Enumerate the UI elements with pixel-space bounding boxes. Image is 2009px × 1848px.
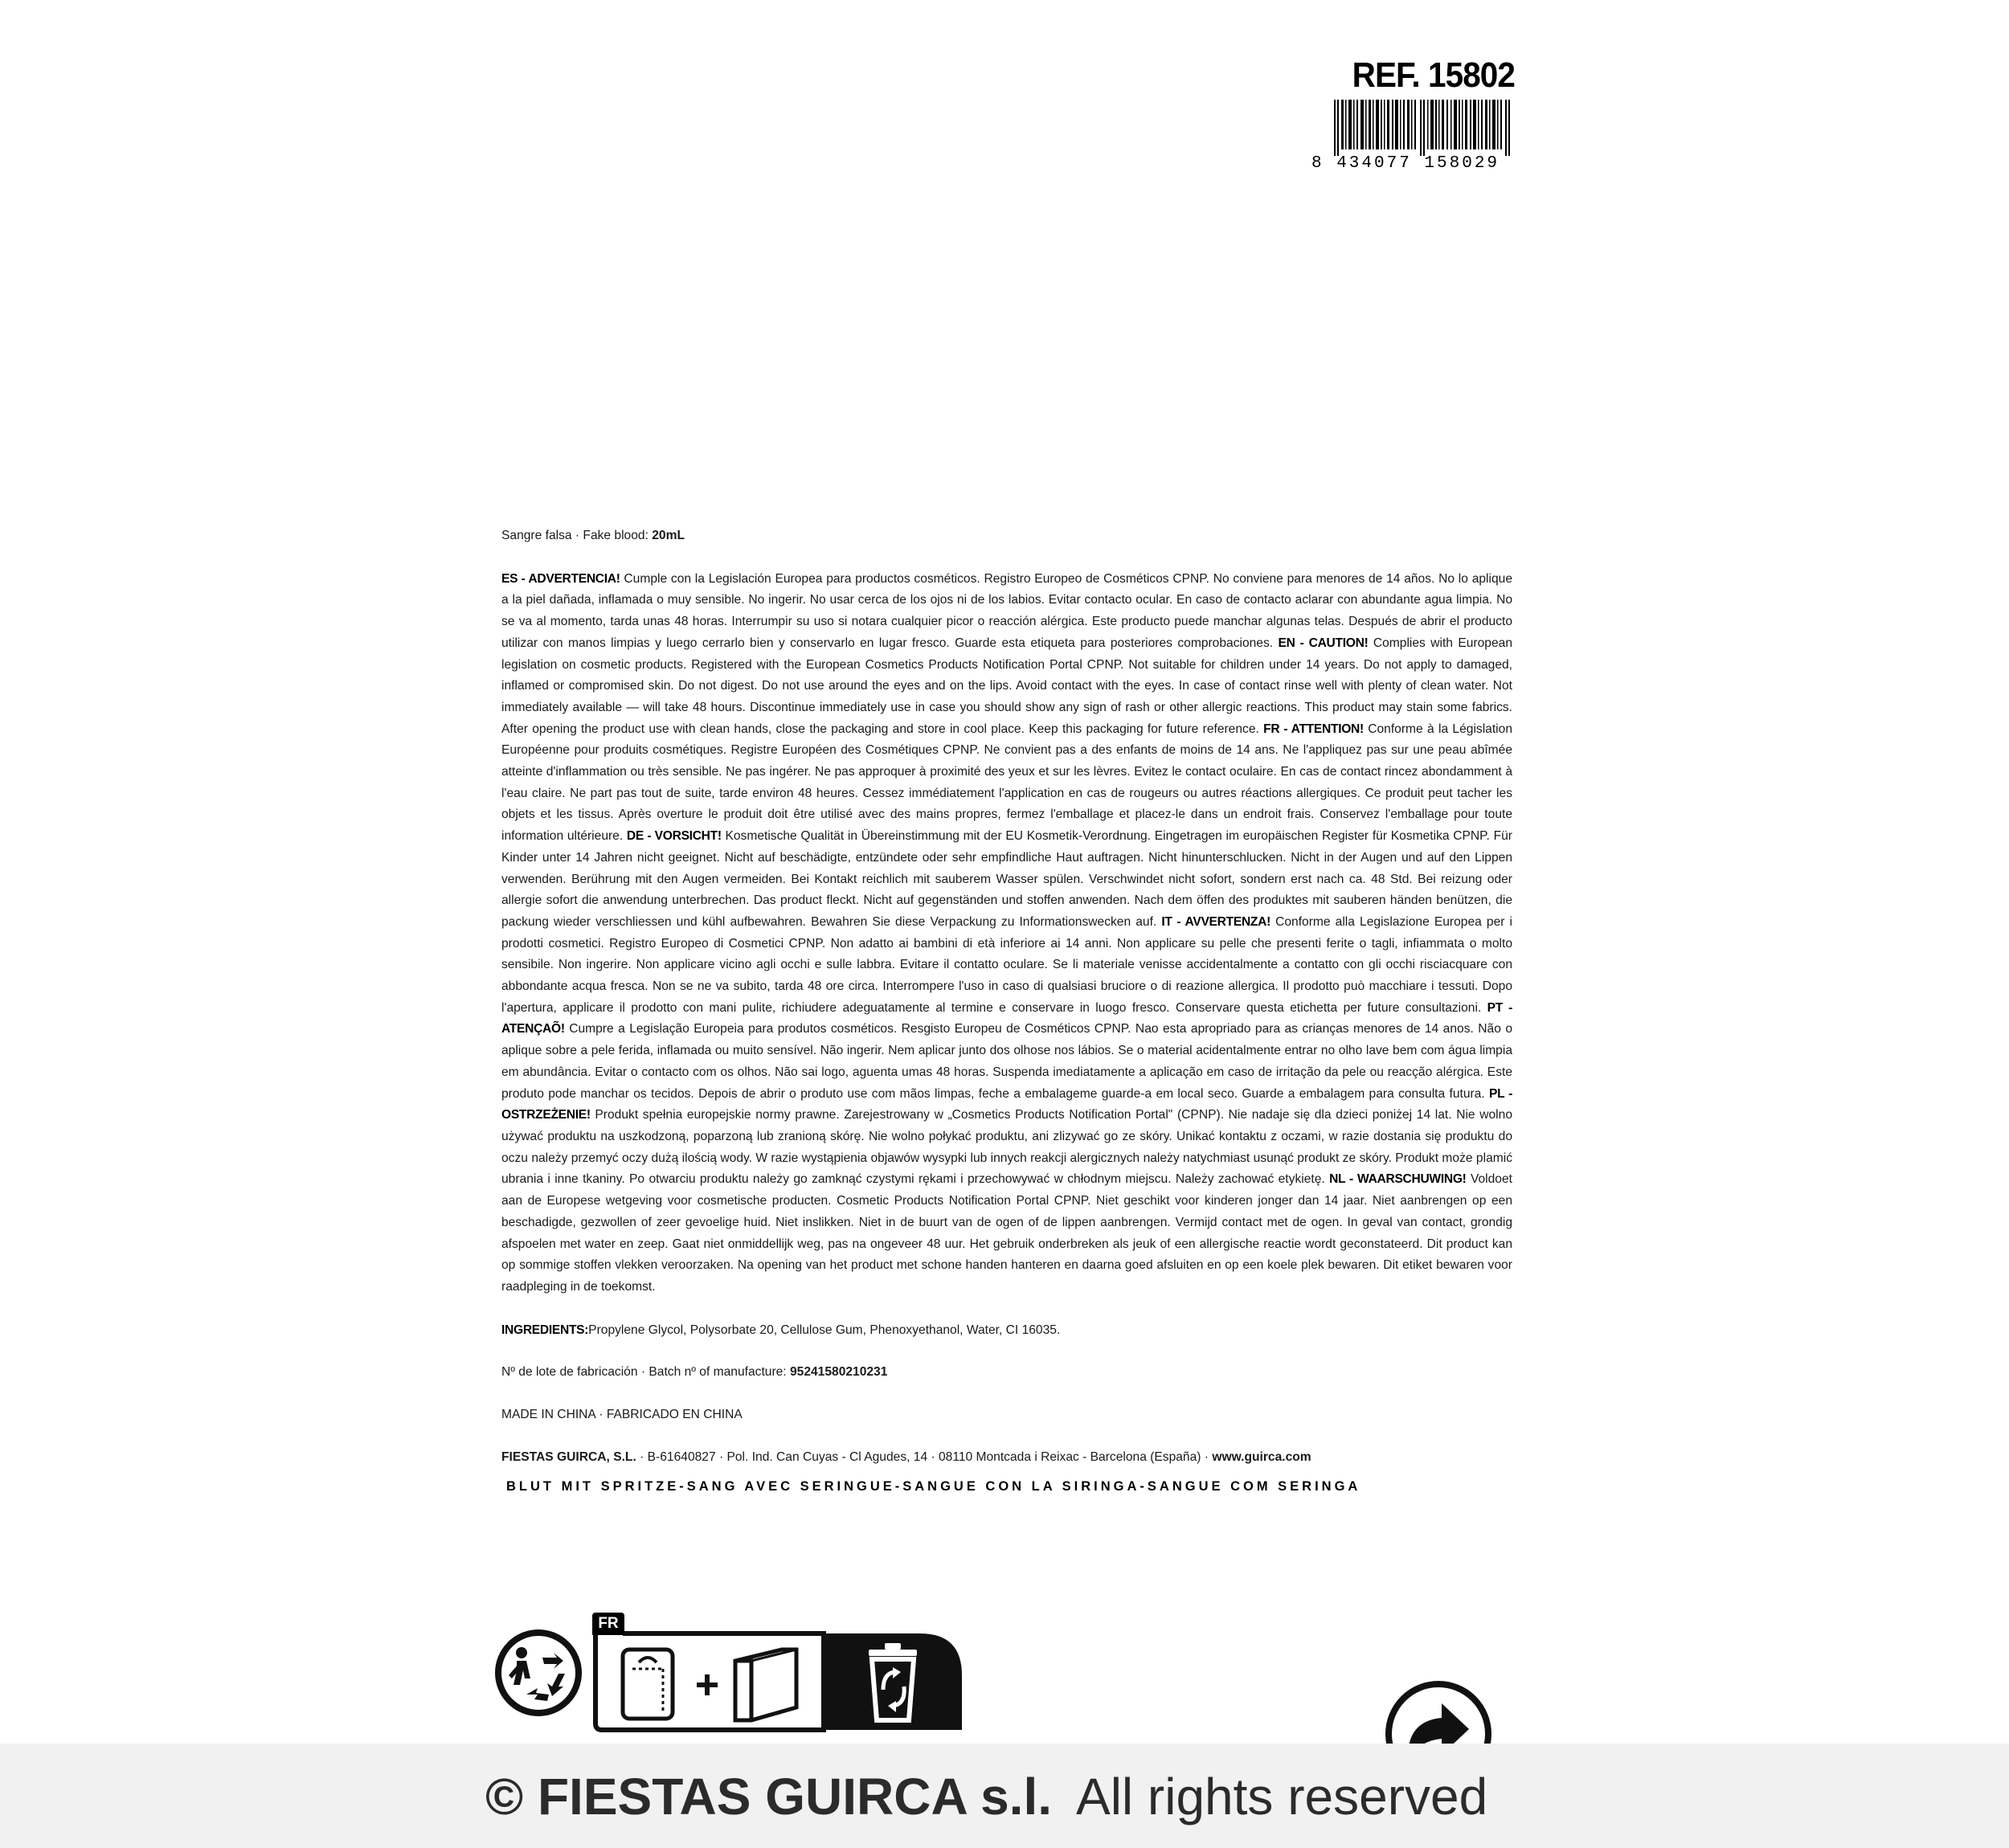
warning-pl-text: Produkt spełnia europejskie normy prawne. Zarejestrowany w „Cosmetics Products Notification Portal" (CPNP). Nie nadaje się dla dzieci poniżej 14 lat. Nie wolno używać produktu na uszkodzoną, poparzoną lub zranioną skórę. Nie wolno połykać produktu, ani zlizywać go ze skóry. Unikać kontaktu z oczami, w razie dostania się produktu do oczu należy przemyć oczy dużą ilością wody. W razie wystąpienia objawów wysypki lub innych reakcji alergicznych należy natychmiast usunąć produkt ze skóry. Produkt może plamić ubrania i inne tkaniny. Po otwarciu produktu należy go zamknąć czystymi rękami i przechowywać w chłodnym miejscu. Należy zachować etykietę. <box>501 1108 1512 1187</box>
warning-fr-text: Conforme à la Législation Européenne pour produits cosmétiques. Registre Européen des Cosmétiques CPNP. Ne convient pas a des enfants de moins de 14 ans. Ne l'appliquez pas sur une peau abîmée atteinte d'inflammation ou très sensible. Ne pas ingérer. Ne pas approquer à proximité des yeux et sur les lèvres. Evitez le contact oculaire. En cas de contact rincez abondamment à l'eau claire. Ne part pas tout de suite, tarde environ 48 heures. Cessez immédiatement l'application en cas de rougeurs ou autres réactions allergiques. Ce produit peut tacher les objets et les tissus. Après overture le produit doit être utilisé avec des mains propres, fermez l'emballage et placez-le dans un endroit frais. Conservez l'emballage pour toute information ultérieure. <box>501 722 1512 844</box>
product-name <box>501 525 1512 547</box>
label-content <box>501 525 1512 1498</box>
company-name: FIESTAS GUIRCA, S.L. <box>501 1449 636 1464</box>
copyright-rights: All rights reserved <box>1076 1768 1488 1826</box>
company-address: · B-61640827 · Pol. Ind. Can Cuyas - Cl Agudes, 14 · 08110 Montcada i Reixac - Barcelona (España) · <box>636 1449 1213 1464</box>
multilingual-warnings <box>501 569 1512 1298</box>
warning-pt-title: PT - ATENÇAÕ! <box>501 1000 1512 1036</box>
warning-it-title: IT - AVVERTENZA! <box>1161 914 1270 929</box>
sorting-info-box <box>591 1611 968 1736</box>
ingredients <box>501 1320 1512 1342</box>
warning-en-text: Complies with European legislation on cosmetic products. Registered with the European Cosmetics Products Notification Portal CPNP. Not suitable for children under 14 years. Do not apply to damaged, inflamed or compromised skin. Do not digest. Do not use around the eyes and on the lips. Avoid contact with the eyes. In case of contact rinse well with plenty of clean water. Not immediately available — will take 48 hours. Discontinue immediately use in case you should show any sign of rash or other allergic reactions. This product may stain some fabrics. After opening the product use with clean hands, close the packaging and store in cool place. Keep this packaging for future reference. <box>501 636 1512 736</box>
reference-number: REF. 15802 <box>1352 55 1515 95</box>
warning-nl-title: NL - WAARSCHUWING! <box>1329 1172 1467 1187</box>
plus-sign <box>697 1674 718 1695</box>
warning-es-text: Cumple con la Legislación Europea para productos cosméticos. Registro Europeo de Cosméticos CPNP. No conviene para menores de 14 años. No lo aplique a la piel dañada, inflamada o muy sensible. No ingerir. No usar cerca de los ojos ni de los labios. Evitar contacto ocular. En caso de contacto aclarar con abundante agua limpia. No se va al momento, tarda unas 48 horas. Interrumpir su uso si notara cualquier picor o reacción alérgica. Este producto puede manchar algunas telas. Después de abrir el producto utilizar con manos limpias y luego cerrarlo bien y conservarlo en lugar fresco. Guarde esta etiqueta para posteriores comprobaciones. <box>501 571 1512 650</box>
reference-block <box>1302 55 1515 173</box>
warning-es-title: ES - ADVERTENCIA! <box>501 571 620 586</box>
warning-fr-title: FR - ATTENTION! <box>1263 722 1364 736</box>
fr-label: FR <box>592 1613 624 1635</box>
batch-label: Nº de lote de fabricación · Batch nº of manufacture: <box>501 1365 790 1380</box>
barcode-number: 8 434077 158029 <box>1311 154 1500 173</box>
company-info <box>501 1447 1512 1469</box>
box-icon <box>735 1650 796 1720</box>
copyright-watermark <box>485 1764 1487 1829</box>
pouch-icon <box>623 1650 673 1719</box>
warning-pt-text: Cumpre a Legislação Europeia para produtos cosméticos. Resgisto Europeu de Cosméticos CPNP. Nao esta apropriado para as crianças menores de 14 anos. Não o aplique sobre a pele ferida, inflamada ou muito sensível. Não ingerir. Nem aplicar junto dos olhose nos lábios. Se o material acidentalmente entrar no olho lave bem com água limpia em abundância. Evitar o contacto com os olhos. Não sai logo, aguenta umas 48 horas. Suspenda imediatamente a aplicação em caso de irritação da pele ou reacção alérgica. Este produto pode manchar os tecidos. Depois de abrir o produto use com mãos limpas, feche a embalageme guarde-a em local seco. Guarde a embalagem para consulta futura. <box>501 1022 1512 1101</box>
warning-en-title: EN - CAUTION! <box>1278 636 1369 650</box>
ingredients-text: Propylene Glycol, Polysorbate 20, Cellulose Gum, Phenoxyethanol, Water, CI 16035. <box>588 1323 1061 1337</box>
barcode-icon <box>1334 100 1515 156</box>
product-name-text: Sangre falsa · Fake blood: <box>501 529 653 542</box>
warning-it-text: Conforme alla Legislazione Europea per i prodotti cosmetici. Registro Europeo di Cosmetici CPNP. Non adatto ai bambini di età inferiore ai 14 anni. Non applicare su pelle che presenti ferite o tagli, infiammata o molto sensibile. Non ingerire. Non applicare vicino agli occhi e sulle labbra. Evitare il contatto oculare. Se li materiale venisse accidentalmente a contatto con gli occhi risciacquare con abbondante acqua fresca. Non se ne va subito, tarda 48 ore circa. Interrompere l'uso in caso di qualsiasi bruciore o di reazione allergica. Il prodotto può macchiare i tessuti. Dopo l'apertura, applicare il prodotto con mani pulite, richiudere adeguatamente al termine e conservare in luogo fresco. Conservare questa etichetta per future consultazioni. <box>501 914 1513 1015</box>
company-website[interactable]: www.guirca.com <box>1212 1449 1311 1464</box>
batch-number <box>501 1362 1512 1384</box>
product-tagline: BLUT MIT SPRITZE-SANG AVEC SERINGUE-SANGUE CON LA SIRINGA-SANGUE COM SERINGA <box>506 1479 1361 1494</box>
copyright-brand: © FIESTAS GUIRCA s.l. <box>485 1768 1052 1826</box>
warning-nl-text: Voldoet aan de Europese wetgeving voor cosmetische producten. Cosmetic Products Notification Portal CPNP. Niet geschikt voor kinderen jonger dan 14 jaar. Niet aanbrengen op een beschadigde, gezwollen of zeer gevoelige huid. Niet inslikken. Niet in de buurt van de ogen of de lippen aanbrengen. Vermijd contact met de ogen. In geval van contact, grondig afspoelen met water en zeep. Gaat niet onmiddellijk weg, pas na ongeveer 48 uur. Het gebruik onderbreken als jeuk of een allergische reactie wordt geconstateerd. Dit product kan op sommige stoffen vlekken veroorzaken. Na opening van het product met schone handen hanteren en daarna goed afsluiten en op een koele plek bewaren. Dit etiket bewaren voor raadpleging in de toekomst. <box>501 1172 1512 1294</box>
warning-de-title: DE - VORSICHT! <box>626 829 722 844</box>
product-volume: 20mL <box>652 529 685 542</box>
ingredients-label: INGREDIENTS: <box>501 1323 589 1337</box>
warning-pl-title: PL - OSTRZEŻENIE! <box>501 1086 1512 1122</box>
triman-icon <box>494 1629 583 1717</box>
batch-value: 95241580210231 <box>789 1365 888 1380</box>
country-of-origin: MADE IN CHINA · FABRICADO EN CHINA <box>501 1408 743 1422</box>
warning-de-text: Kosmetische Qualität in Übereinstimmung mit der EU Kosmetik-Verordnung. Eingetragen im europäischen Register für Kosmetika CPNP. Für Kinder unter 14 Jahren nicht geeignet. Nicht auf beschädigte, entzündete oder sehr empfindliche Haut auftragen. Nicht hinunterschlucken. Nicht in der Augen und auf den Lippen verwenden. Berührung mit den Augen vermeiden. Bei Kontakt reichlich mit sauberem Wasser spülen. Verschwindet nicht sofort, sondern erst nach ca. 48 Std. Bei reizung oder allergie sofort die anwendung unterbrechen. Das product fleckt. Nicht auf gegenständen und stoffen anwenden. Nach dem öffen des produktes mit sauberen händen benützen, die packung wieder verschliessen und kühl aufbewahren. Bewahren Sie diese Verpackung zu Informationswecken auf. <box>501 829 1512 929</box>
